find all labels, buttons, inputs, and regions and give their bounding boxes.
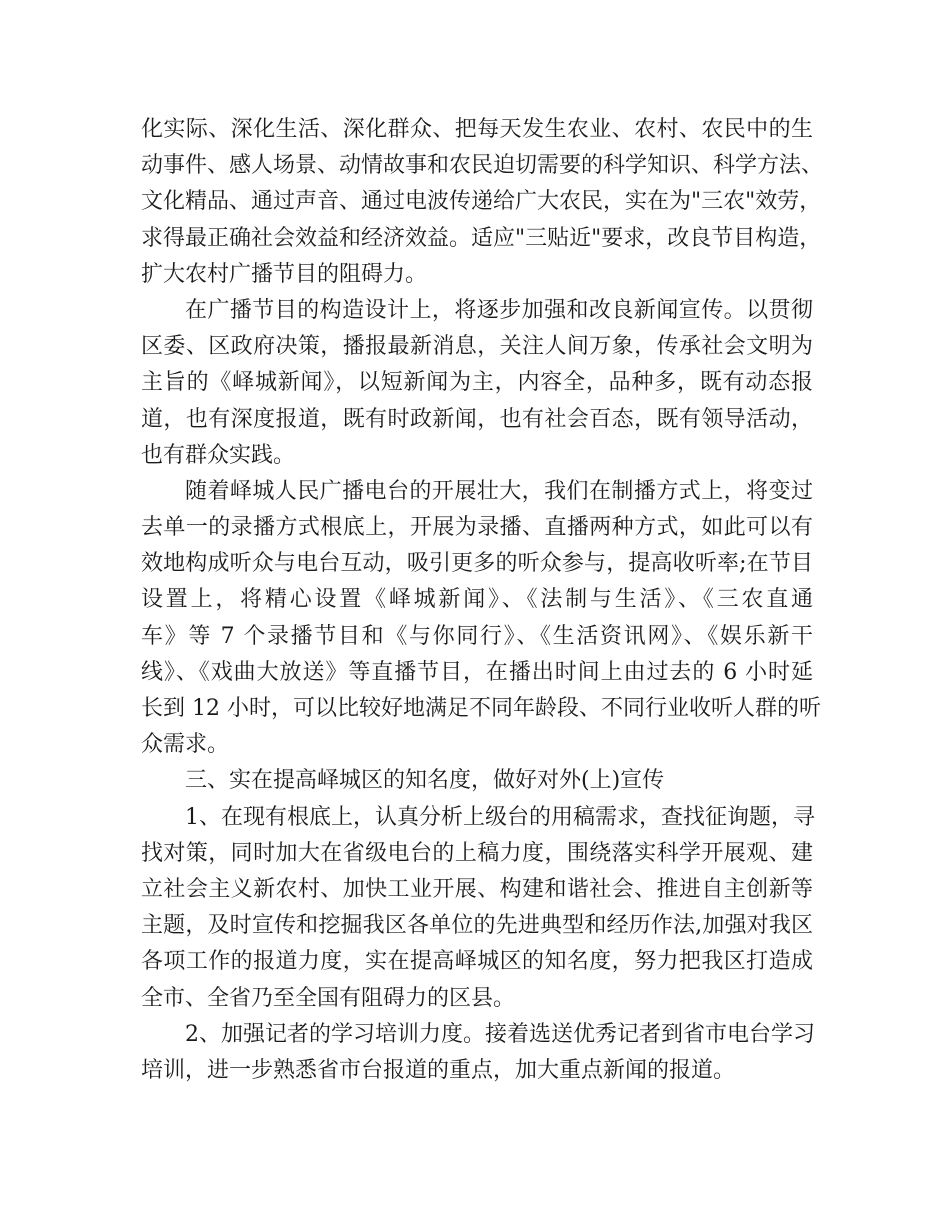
paragraph-first-line: 随着峄城人民广播电台的开展壮大，我们在制播方式上，将变过 [185,478,813,504]
text-line: 培训，进一步熟悉省市台报道的重点，加大重点新闻的报道。 [141,1057,736,1083]
text-line: 化实际、深化生活、深化群众、把每天发生农业、农村、农民中的生 [141,117,813,142]
text-line: 长到 12 小时，可以比较好地满足不同年龄段、不同行业收听人群的听 [141,696,821,721]
paragraph-first-line: 在广播节目的构造设计上，将逐步加强和改良新闻宣传。以贯彻 [185,297,813,323]
text-line: 找对策，同时加大在省级电台的上稿力度，围绕落实科学开展观、建 [141,840,813,866]
text-line: 去单一的录播方式根底上，开展为录播、直播两种方式，如此可以有 [141,515,813,541]
text-line: 车》等 7 个录播节目和《与你同行》、《生活资讯网》、《娱乐新干 [141,623,813,649]
section-heading: 三、实在提高峄城区的知名度，做好对外(上)宣传 [185,768,665,794]
text-line: 文化精品、通过声音、通过电波传递给广大农民，实在为"三农"效劳， [141,189,822,215]
text-line: 效地构成听众与电台互动，吸引更多的听众参与，提高收听率;在节目 [141,551,813,577]
text-line: 设置上，将精心设置《峄城新闻》、《法制与生活》、《三农直通 [141,587,813,613]
text-line: 众需求。 [141,732,230,758]
text-line: 区委、区政府决策，播报最新消息，关注人间万象，传承社会文明为 [141,334,813,360]
text-line: 动事件、感人场景、动情故事和农民迫切需要的科学知识、科学方法、 [141,153,824,179]
text-line: 主题，及时宣传和挖掘我区各单位的先进典型和经历作法,加强对我区 [141,913,813,939]
text-line: 线》、《戏曲大放送》等直播节目，在播出时间上由过去的 6 小时延 [141,659,813,685]
paragraph-first-line: 1、在现有根底上，认真分析上级台的用稿需求，查找征询题，寻 [185,804,815,830]
text-line: 主旨的《峄城新闻》，以短新闻为主，内容全，品种多，既有动态报 [141,370,813,396]
document-body [141,112,824,1089]
text-line: 立社会主义新农村、加快工业开展、构建和谐社会、推进自主创新等 [141,876,813,902]
paragraph-first-line: 2、加强记者的学习培训力度。接着选送优秀记者到省市电台学习 [185,1021,815,1047]
text-line: 求得最正确社会效益和经济效益。适应"三贴近"要求，改良节目构造， [141,225,822,251]
text-line: 也有群众实践。 [141,442,296,468]
text-line: 道，也有深度报道，既有时政新闻，也有社会百态，既有领导活动， [141,406,813,432]
text-line: 扩大农村广播节目的阻碍力。 [141,261,428,287]
text-line: 各项工作的报道力度，实在提高峄城区的知名度，努力把我区打造成 [141,949,813,975]
text-line: 全市、全省乃至全国有阻碍力的区县。 [141,985,516,1011]
